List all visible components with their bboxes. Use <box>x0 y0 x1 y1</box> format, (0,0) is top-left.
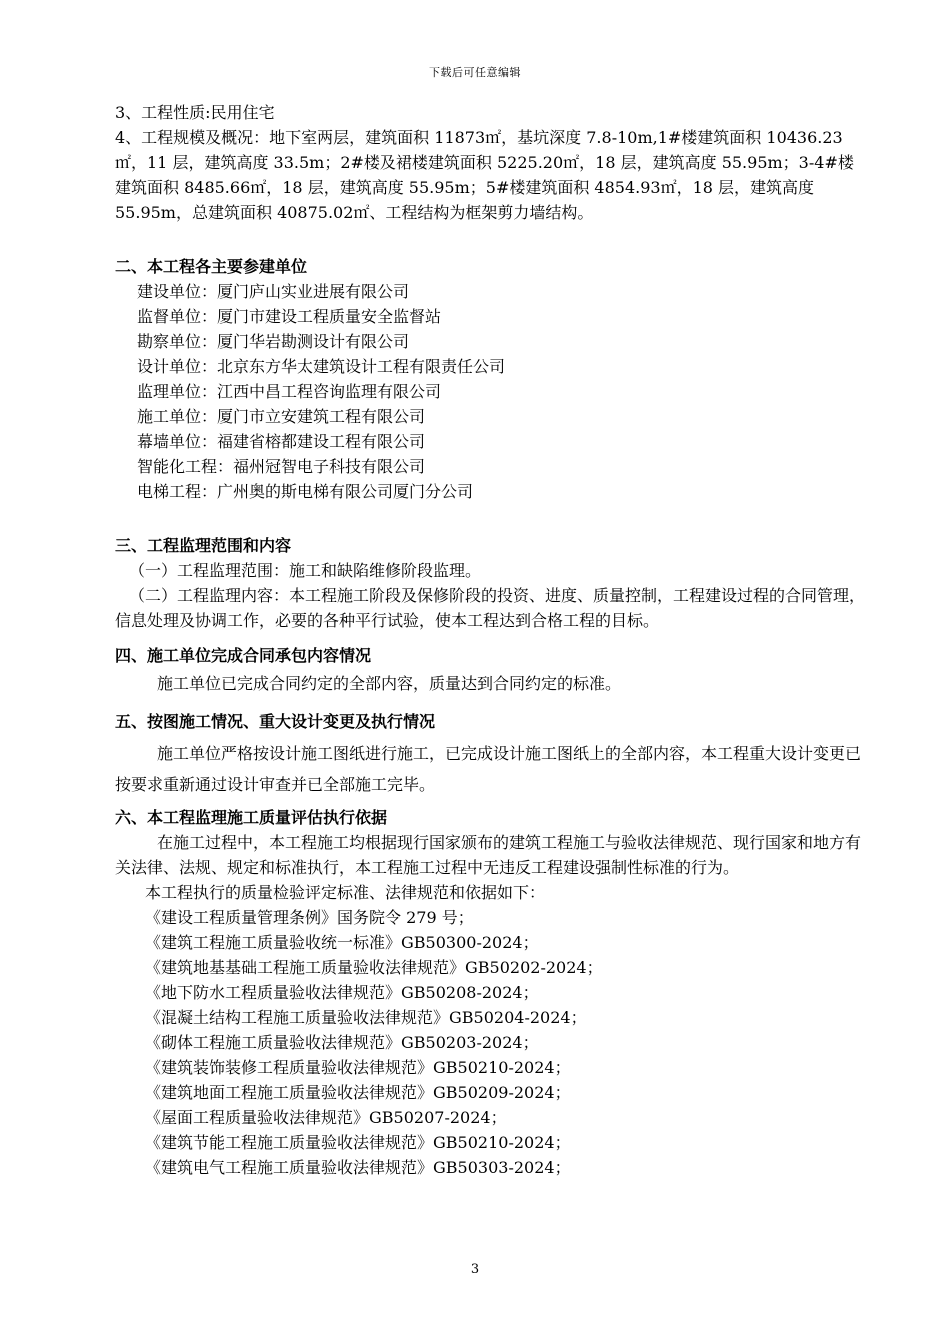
unit-item: 施工单位：厦门市立安建筑工程有限公司 <box>137 407 426 426</box>
supervision-scope: （一）工程监理范围：施工和缺陷维修阶段监理。 <box>129 561 482 580</box>
supervision-content: （二）工程监理内容：本工程施工阶段及保修阶段的投资、进度、质量控制，工程建设过程的合同管理，信息处理及协调工作，必要的各种平行试验，使本工程达到合格工程的目标。 <box>115 586 866 630</box>
standards-intro: 本工程执行的质量检验评定标准、法律规范和依据如下： <box>145 883 546 902</box>
section-6-body: 在施工过程中，本工程施工均根据现行国家颁布的建筑工程施工与验收法律规范、现行国家和地方有关法律、法规、规定和标准执行，本工程施工过程中无违反工程建设强制性标准的行为。 <box>115 833 862 877</box>
page-number: 3 <box>470 1262 480 1277</box>
project-nature: 3、工程性质:民用住宅 <box>115 103 275 122</box>
standard-item: 《建筑地基基础工程施工质量验收法律规范》GB50202-2024； <box>145 958 603 977</box>
section-5-body: 施工单位严格按设计施工图纸进行施工，已完成设计施工图纸上的全部内容，本工程重大设计变更已按要求重新通过设计审查并已全部施工完毕。 <box>115 744 862 794</box>
standard-item: 《建筑工程施工质量验收统一标准》GB50300-2024； <box>145 933 539 952</box>
section-3-title: 三、工程监理范围和内容 <box>115 536 292 555</box>
unit-item: 设计单位：北京东方华太建筑设计工程有限责任公司 <box>137 357 506 376</box>
standard-item: 《建筑装饰装修工程质量验收法律规范》GB50210-2024； <box>145 1058 571 1077</box>
standard-item: 《砌体工程施工质量验收法律规范》GB50203-2024； <box>145 1033 539 1052</box>
document-body <box>115 100 865 1180</box>
standard-item: 《混凝土结构工程施工质量验收法律规范》GB50204-2024； <box>145 1008 587 1027</box>
standard-item: 《地下防水工程质量验收法律规范》GB50208-2024； <box>145 983 539 1002</box>
section-6-title: 六、本工程监理施工质量评估执行依据 <box>115 808 388 827</box>
unit-item: 监理单位：江西中昌工程咨询监理有限公司 <box>137 382 442 401</box>
unit-item: 监督单位：厦门市建设工程质量安全监督站 <box>137 307 442 326</box>
section-4-body: 施工单位已完成合同约定的全部内容，质量达到合同约定的标准。 <box>157 674 622 693</box>
section-4-title: 四、施工单位完成合同承包内容情况 <box>115 646 372 665</box>
standard-item: 《建筑电气工程施工质量验收法律规范》GB50303-2024； <box>145 1158 571 1177</box>
page-header: 下载后可任意编辑 <box>429 66 521 79</box>
section-5-title: 五、按图施工情况、重大设计变更及执行情况 <box>115 712 436 731</box>
unit-item: 建设单位：厦门庐山实业进展有限公司 <box>137 282 410 301</box>
standard-item: 《屋面工程质量验收法律规范》GB50207-2024； <box>145 1108 507 1127</box>
unit-item: 电梯工程：广州奥的斯电梯有限公司厦门分公司 <box>137 482 474 501</box>
standard-item: 《建筑地面工程施工质量验收法律规范》GB50209-2024； <box>145 1083 571 1102</box>
standard-item: 《建筑节能工程施工质量验收法律规范》GB50210-2024； <box>145 1133 571 1152</box>
unit-item: 智能化工程：福州冠智电子科技有限公司 <box>137 457 426 476</box>
unit-item: 勘察单位：厦门华岩勘测设计有限公司 <box>137 332 410 351</box>
standard-item: 《建设工程质量管理条例》国务院令 279 号； <box>145 908 474 927</box>
project-scale: 4、工程规模及概况：地下室两层，建筑面积 11873㎡，基坑深度 7.8-10m,1#楼建筑面积 10436.23㎡，11 层，建筑高度 33.5m；2#楼及裙楼建筑面积 5225.20㎡，18 层，建筑高度 55.95m；3-4#楼建筑面积 8485.66㎡，18 层，建筑高度 55.95m；5#楼建筑面积 4854.93㎡，18 层，建筑高度 55.95m，总建筑面积 40875.02㎡、工程结构为框架剪力墙结构。 <box>115 128 854 222</box>
section-2-title: 二、本工程各主要参建单位 <box>115 257 308 276</box>
unit-item: 幕墙单位：福建省榕都建设工程有限公司 <box>137 432 426 451</box>
